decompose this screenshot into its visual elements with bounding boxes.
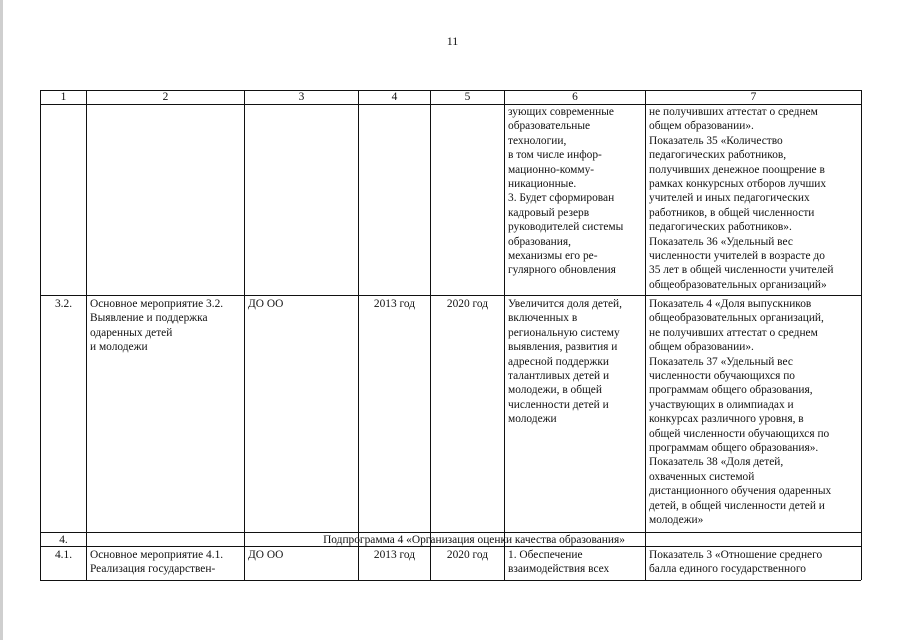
row-3-2-results: Увеличится доля детей, включенных в региональную систему выявления, развития и адресной поддержки талантливых детей и молодежи, в общей численности детей и молодежи xyxy=(508,298,622,426)
header-col-7: 7 xyxy=(750,91,757,103)
page-number: 11 xyxy=(446,34,459,48)
row-4-1-results: 1. Обеспечение взаимодействия всех xyxy=(508,549,610,576)
row-3-2-start: 2013 год xyxy=(373,298,416,310)
row-4-1-indicators: Показатель 3 «Отношение среднего балла единого государственного xyxy=(649,549,823,576)
header-col-2: 2 xyxy=(162,91,169,103)
row-3-2-executor: ДО ОО xyxy=(248,298,284,310)
continuation-results: зующих современные образовательные технологии, в том числе инфор- мационно-комму- никационные. 3. Будет сформирован кадровый резерв руководителей системы образования, механизмы его ре- гулярного обновления xyxy=(508,106,624,277)
header-col-5: 5 xyxy=(464,91,471,103)
header-col-3: 3 xyxy=(298,91,305,103)
row-4-number: 4. xyxy=(59,534,68,546)
column-divider xyxy=(86,90,87,580)
column-divider xyxy=(358,90,359,580)
row-4-1-name: Основное мероприятие 4.1. Реализация государствен- xyxy=(90,549,224,576)
table-border-right xyxy=(861,90,862,580)
scan-edge xyxy=(0,0,3,640)
row-3-2-end: 2020 год xyxy=(446,298,489,310)
column-divider xyxy=(244,90,245,580)
row-4-1-executor: ДО ОО xyxy=(248,549,284,561)
row-divider xyxy=(40,295,861,296)
row-4-1-number: 4.1. xyxy=(54,549,73,561)
table-border-left xyxy=(40,90,41,580)
row-3-2-indicators: Показатель 4 «Доля выпускников общеобразовательных организаций, не получивших аттестат о среднем общем образовании». Показатель 37 «Удельный вес численности обучающихся по программам общего образования, участвующих в олимпиадах и конкурсах различного уровня, в общей численности обучающихся по программам общего образования». Показатель 38 «Доля детей, охваченных системой дистанционного обучения одаренных детей, в общей численности детей и молодежи» xyxy=(649,298,832,527)
continuation-indicators: не получивших аттестат о среднем общем образовании». Показатель 35 «Количество педагогических работников, получивших денежное поощрение в рамках конкурсных отборов лучших учителей и иных педагогических работников, в общей численности педагогических работников». Показатель 36 «Удельный вес численности учителей в возрасте до 35 лет в общей численности учителей общеобразовательных организаций» xyxy=(649,106,834,291)
header-col-4: 4 xyxy=(391,91,398,103)
row-4-1-start: 2013 год xyxy=(373,549,416,561)
row-3-2-name: Основное мероприятие 3.2. Выявление и поддержка одаренных детей и молодежи xyxy=(90,298,224,354)
row-3-2-number: 3.2. xyxy=(54,298,73,310)
header-col-1: 1 xyxy=(60,91,67,103)
table-border-bottom xyxy=(40,580,861,581)
header-col-6: 6 xyxy=(572,91,578,103)
column-divider xyxy=(645,90,646,580)
column-divider xyxy=(430,90,431,580)
row-4-1-end: 2020 год xyxy=(446,549,489,561)
column-divider xyxy=(504,90,505,580)
subprogram-title: Подпрограмма 4 «Организация оценки качества образования» xyxy=(323,534,625,546)
